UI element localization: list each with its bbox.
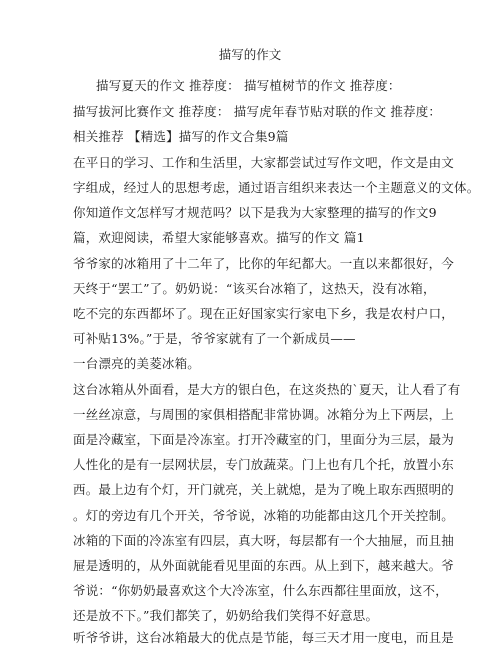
recommend-row-2: 描写拔河比赛作文 推荐度： 描写虎年春节贴对联的作文 推荐度： — [73, 104, 442, 119]
body-line-12: 面是冷藏室，下面是冷冻室。打开冷藏室的门，里面分为三层，最为 — [73, 432, 455, 447]
body-line-8: 可补贴13%。”于是，爷爷家就有了一个新成员—— — [73, 331, 356, 346]
body-line-18: 爷说：“你奶奶最喜欢这个大冷冻室，什么东西都往里面放，这不， — [73, 583, 448, 598]
body-line-3: 你知道作文怎样写才规范吗？以下是我为大家整理的描写的作文9 — [73, 205, 437, 220]
body-line-20: 听爷爷讲，这台冰箱最大的优点是节能，每三天才用一度电，而且是 — [73, 630, 455, 645]
body-line-10: 这台冰箱从外面看，是大方的银白色，在这炎热的`夏天，让人看了有 — [73, 382, 461, 397]
body-line-9: 一台漂亮的美菱冰箱。 — [73, 356, 201, 371]
body-line-13: 人性化的是有一层网状层，专门放蔬菜。门上也有几个托，放置小东 — [73, 457, 455, 472]
recommend-row-1: 描写夏天的作文 推荐度： 描写植树节的作文 推荐度： — [96, 78, 401, 93]
body-line-19: 还是放不下。”我们都笑了，奶奶给我们笑得不好意思。 — [73, 608, 379, 623]
body-line-6: 天终于“罢工”了。奶奶说：“该买台冰箱了，这热天，没有冰箱， — [73, 281, 436, 296]
related-recommend: 相关推荐 【精选】描写的作文合集9篇 — [73, 129, 289, 144]
body-line-11: 一丝丝凉意，与周围的家俱相搭配非常协调。冰箱分为上下两层，上 — [73, 407, 455, 422]
body-line-1: 在平日的学习、工作和生活里，大家都尝试过写作文吧，作文是由文 — [73, 155, 455, 170]
body-line-14: 西。最上边有个灯，开门就亮，关上就熄，是为了晚上取东西照明的 — [73, 482, 455, 497]
body-line-16: 冰箱的下面的冷冻室有四层，真大呀，每层都有一个大抽屉，而且抽 — [73, 533, 455, 548]
body-line-5: 爷爷家的冰箱用了十二年了，比你的年纪都大。一直以来都很好，今 — [73, 256, 455, 271]
body-line-17: 屉是透明的，从外面就能看见里面的东西。从上到下，越来越大。爷 — [73, 558, 455, 573]
body-line-2: 字组成，经过人的思想考虑，通过语言组织来表达一个主题意义的文体。 — [73, 180, 480, 195]
body-line-7: 吃不完的东西都坏了。现在正好国家实行家电下乡，我是农村户口， — [73, 306, 455, 321]
document-title: 描写的作文 — [218, 47, 282, 62]
body-line-4: 篇，欢迎阅读，希望大家能够喜欢。描写的作文 篇1 — [73, 230, 365, 245]
body-line-15: 。灯的旁边有几个开关，爷爷说，冰箱的功能都由这几个开关控制。 — [73, 508, 455, 523]
